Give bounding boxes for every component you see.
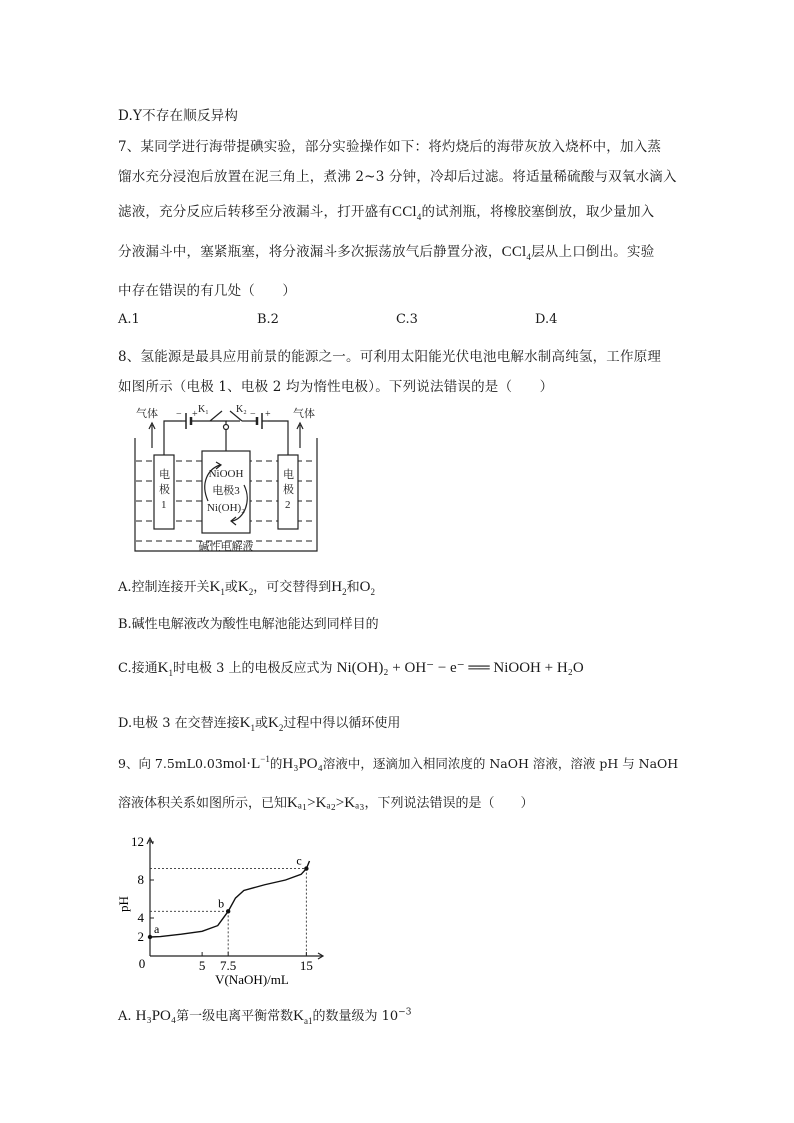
origin-label: 0 [138,956,146,971]
ph-titration-chart [110,832,340,992]
switch-k1 [210,411,222,421]
battery2-minus: − [250,409,256,420]
q8-option-d: D.电极 3 在交替连接$K_1$或$K_2$过程中得以循环使用 [118,715,401,733]
x-tick-label: 15 [299,958,313,973]
electrode3-mid-label: 电极3 [212,485,240,497]
y-tick-label: 8 [137,872,144,887]
electrode2-label-char2: 极 [283,484,294,496]
q8-option-b: B.碱性电解液改为酸性电解池能达到同样目的 [118,617,379,632]
ccl4-formula: CCl$_4$ [501,244,532,262]
electrode3-top-label: NiOOH [208,468,244,480]
point-a [148,935,152,939]
point-label-a: a [154,922,160,936]
q8-stem-line2: 如图所示（电极 1、电极 2 均为惰性电极）。下列说法错误的是（ ） [118,379,554,395]
electrode1-label-char3: 1 [161,499,167,511]
q7-option-d: D.4 [535,312,558,327]
q8-option-a: A.控制连接开关$K_1$或$K_2$，可交替得到$H_2$和$O_2$ [118,579,375,597]
electrolysis-cell-diagram [130,403,330,558]
electrode-equation: Ni(OH)₂ + OH⁻ − e⁻ ══ NiOOH + H₂O [336,660,584,676]
electrode1-label-char2: 极 [159,484,170,496]
point-c [304,866,308,870]
y-tick-label: 2 [137,929,144,944]
y-tick-label: 4 [137,910,144,925]
point-b [226,909,230,913]
electrode2-label-char1: 电 [283,469,294,481]
gas-label-right: 气体 [293,408,315,420]
x-axis-label: V(NaOH)/mL [215,972,289,987]
q9-option-a: A. H₃PO₄第一级电离平衡常数$K_{a1}$的数量级为 $10^{-3}$ [118,1007,412,1026]
q7-stem-line3: 滤液，充分反应后转移至分液漏斗，打开盛有CCl$_4$的试剂瓶，将橡胶塞倒放，取少量加入 [118,204,655,222]
q8-option-c: C.接通$K_1$时电极 3 上的电极反应式为 Ni(OH)₂ + OH⁻ − e⁻ ══ NiOOH + H₂O [118,660,584,678]
y-tick-label: 12 [131,834,144,849]
q7-option-c: C.3 [396,312,418,327]
q7-option-b: B.2 [257,312,279,327]
battery1-minus: − [176,409,182,420]
k1-label: K₁ [198,404,209,415]
point-label-b: b [218,896,225,911]
q7-option-a: A.1 [118,312,140,327]
q6-option-d: D.Y不存在顺反异构 [118,108,239,124]
ph-curve [150,861,309,937]
x-tick-label: 7.5 [220,958,237,973]
q7-stem-line5: 中存在错误的有几处（ ） [118,283,297,299]
electrode1-label-char1: 电 [159,469,170,481]
electrolyte-label: 碱性电解液 [198,541,254,553]
battery2-plus: + [265,409,271,420]
q7-stem-line1: 7、某同学进行海带提碘实验，部分实验操作如下：将灼烧后的海带灰放入烧杯中，加入蒸 [118,139,662,155]
k2-label: K₂ [236,404,247,415]
q8-stem-line1: 8、氢能源是最具应用前景的能源之一。可利用太阳能光伏电池电解水制高纯氢，工作原理 [118,349,662,365]
q9-stem-line2: 溶液体积关系如图所示，已知Kₐ₁>Kₐ₂>Kₐ₃，下列说法错误的是（ ） [118,795,534,811]
x-tick-label: 5 [198,958,206,973]
electrode3-bottom-label: Ni(OH)₂ [206,502,246,514]
q7-stem-line4: 分液漏斗中，塞紧瓶塞，将分液漏斗多次振荡放气后静置分液，CCl$_4$层从上口倒出。实验 [118,244,655,262]
gas-label-left: 气体 [136,408,158,420]
electrode2-label-char3: 2 [285,499,291,511]
battery1-plus: + [192,409,198,420]
q7-stem-line2: 馏水充分浸泡后放置在泥三角上，煮沸 2~3 分钟，冷却后过滤。将适量稀硫酸与双氧水滴入 [118,169,677,185]
q9-stem-line1: 9、向 $7.5mL0.03mol\cdot L^{-1}$的H₃PO₄溶液中，逐滴加入相同浓度的 NaOH 溶液，溶液 pH 与 NaOH [118,754,679,772]
y-axis-label: pH [116,896,131,912]
ccl4-formula: CCl$_4$ [392,204,422,222]
point-label-c: c [296,853,302,868]
